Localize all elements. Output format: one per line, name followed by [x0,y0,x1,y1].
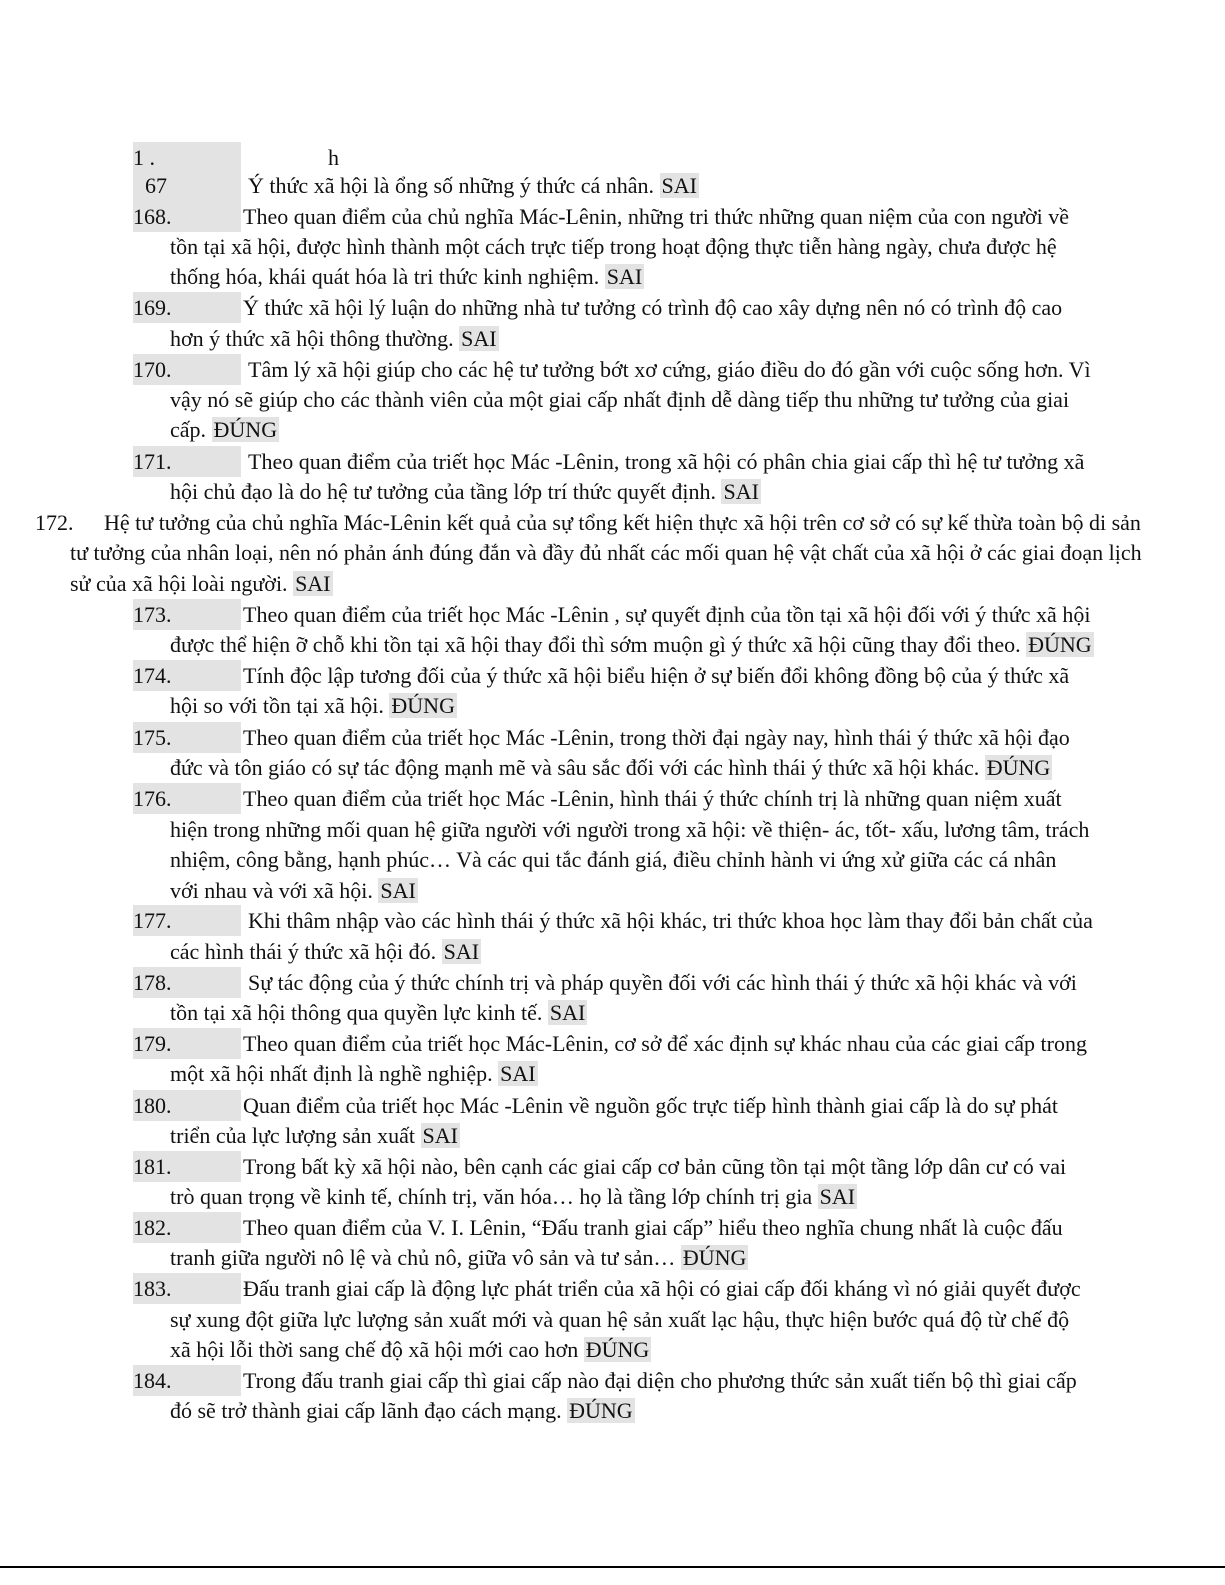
item-text: Theo quan điểm của V. I. Lênin, “Đấu tranh giai cấp” hiểu theo nghĩa chung nhất là cuộc đấu [243,1215,1063,1240]
item-text: với nhau và với xã hội. SAI [170,878,416,903]
item-text: vậy nó sẽ giúp cho các thành viên của một giai cấp nhất định dễ dàng tiếp thu những tư tưởng của giai [170,387,1070,412]
item-text: nhiệm, công bằng, hạnh phúc… Và các qui tắc đánh giá, điều chỉnh hành vi ứng xử giữa các cá nhân [170,847,1057,872]
answer-badge: SAI [461,326,497,351]
answer-badge: SAI [500,1061,536,1086]
item-text: sự xung đột giữa lực lượng sản xuất mới và quan hệ sản xuất lạc hậu, thực hiện bước quá độ từ chế độ [170,1307,1070,1332]
item-text: Đấu tranh giai cấp là động lực phát triển của xã hội có giai cấp đối kháng vì nó giải quyết được [243,1276,1081,1301]
item-text: Theo quan điểm của triết học Mác -Lênin, hình thái ý thức chính trị là những quan niệm xuất [243,786,1062,811]
item-number: 178. [133,967,241,998]
item-text: Theo quan điểm của triết học Mác -Lênin, trong thời đại ngày nay, hình thái ý thức xã hội đạo [243,725,1070,750]
item-number: 174. [133,660,241,691]
item-text: đức và tôn giáo có sự tác động mạnh mẽ và sâu sắc đối với các hình thái ý thức xã hội khác. ĐÚNG [170,755,1051,780]
item-number: 172. [35,510,74,535]
item-number: 181. [133,1151,241,1182]
item-text: tồn tại xã hội, được hình thành một cách trực tiếp trong hoạt động thực tiễn hàng ngày, chưa được hệ [170,234,1057,259]
item-text: một xã hội nhất định là nghề nghiệp. SAI [170,1061,536,1086]
item-number: 179. [133,1028,241,1059]
item-text: Theo quan điểm của triết học Mác-Lênin, cơ sở để xác định sự khác nhau của các giai cấp trong [243,1031,1087,1056]
answer-badge: SAI [443,939,480,964]
item-number: 184. [133,1365,241,1396]
answer-badge: ĐÚNG [569,1398,633,1423]
answer-badge: ĐÚNG [682,1245,747,1270]
item-text: Trong đấu tranh giai cấp thì giai cấp nào đại diện cho phương thức sản xuất tiến bộ thì giai cấp [243,1368,1077,1393]
answer-badge: SAI [422,1123,458,1148]
answer-badge: ĐÚNG [986,755,1051,780]
answer-badge: ĐÚNG [391,693,455,718]
bottom-rule [0,1566,1225,1568]
item-number: 169. [133,292,241,323]
item-text: xã hội lỗi thời sang chế độ xã hội mới cao hơn ĐÚNG [170,1337,650,1362]
item-text: Hệ tư tưởng của chủ nghĩa Mác-Lênin kết quả của sự tổng kết hiện thực xã hội trên cơ sở có sự kế thừa toàn bộ di sản [104,510,1141,535]
item-number: 170. [133,354,241,385]
answer-badge: SAI [549,1000,586,1025]
item-text: Quan điểm của triết học Mác -Lênin về nguồn gốc trực tiếp hình thành giai cấp là do sự phát [243,1093,1058,1118]
item-text: thống hóa, khái quát hóa là tri thức kinh nghiệm. SAI [170,264,643,289]
item-text: hiện trong những mối quan hệ giữa người với người trong xã hội: về thiện- ác, tốt- xấu, lương tâm, trách [170,817,1090,842]
header-fragment-number: 1 . [133,142,241,173]
answer-badge: ĐÚNG [213,417,278,442]
answer-badge: SAI [723,479,759,504]
item-text: Tâm lý xã hội giúp cho các hệ tư tưởng bớt xơ cứng, giáo điều do đó gần với cuộc sống hơn. Vì [248,357,1091,382]
item-text: Sự tác động của ý thức chính trị và pháp quyền đối với các hình thái ý thức xã hội khác và với [248,970,1077,995]
item-text: hội so với tồn tại xã hội. ĐÚNG [170,693,455,718]
item-text: sử của xã hội loài người. SAI [70,571,331,596]
item-text: tồn tại xã hội thông qua quyền lực kinh tế. SAI [170,1000,586,1025]
item-text: đó sẽ trở thành giai cấp lãnh đạo cách mạng. ĐÚNG [170,1398,633,1423]
item-text: Theo quan điểm của triết học Mác -Lênin, trong xã hội có phân chia giai cấp thì hệ tư tưởng xã [248,449,1085,474]
item-number: 182. [133,1212,241,1243]
item-text: Trong bất kỳ xã hội nào, bên cạnh các giai cấp cơ bản cũng tồn tại một tầng lớp dân cư có vai [243,1154,1067,1179]
item-text: Khi thâm nhập vào các hình thái ý thức xã hội khác, tri thức khoa học làm thay đổi bản chất của [248,908,1093,933]
item-text: Ý thức xã hội lý luận do những nhà tư tưởng có trình độ cao xây dựng nên nó có trình độ cao [243,295,1063,320]
item-text: được thể hiện ỡ chỗ khi tồn tại xã hội thay đổi thì sớm muộn gì ý thức xã hội cũng thay đổi theo. ĐÚNG [170,632,1092,657]
item-number: 175. [133,722,241,753]
answer-badge: SAI [819,1184,856,1209]
item-text: Theo quan điểm của triết học Mác -Lênin , sự quyết định của tồn tại xã hội đối với ý thức xã hội [243,602,1091,627]
item-text: hơn ý thức xã hội thông thường. SAI [170,326,497,351]
item-number: 180. [133,1090,241,1121]
item-text: cấp. ĐÚNG [170,417,278,442]
item-number: 171. [133,446,241,477]
answer-badge: SAI [380,878,416,903]
item-text: tranh giữa người nô lệ và chủ nô, giữa vô sản và tư sản… ĐÚNG [170,1245,747,1270]
answer-badge: ĐÚNG [585,1337,650,1362]
header-fragment-letter: h [328,145,339,170]
item-text: Theo quan điểm của chủ nghĩa Mác-Lênin, những tri thức những quan niệm của con người về [243,204,1070,229]
item-number: 67 [133,170,241,201]
answer-badge: ĐÚNG [1028,632,1092,657]
item-number: 173. [133,599,241,630]
item-text: Ý thức xã hội là ổng số những ý thức cá nhân. SAI [248,173,697,198]
item-text: triển của lực lượng sản xuất SAI [170,1123,458,1148]
item-text: các hình thái ý thức xã hội đó. SAI [170,939,480,964]
item-text: Tính độc lập tương đối của ý thức xã hội biểu hiện ở sự biến đổi không đồng bộ của ý thức xã [243,663,1070,688]
item-number: 177. [133,905,241,936]
item-text: trò quan trọng về kinh tế, chính trị, văn hóa… họ là tầng lớp chính trị gia SAI [170,1184,856,1209]
item-text: tư tưởng của nhân loại, nên nó phản ánh đúng đắn và đầy đủ nhất các mối quan hệ vật chất của xã hội ở các giai đoạn lịch [70,540,1142,565]
answer-badge: SAI [606,264,643,289]
item-number: 168. [133,201,241,232]
item-number: 176. [133,783,241,814]
answer-badge: SAI [661,173,697,198]
answer-badge: SAI [295,571,331,596]
item-number: 183. [133,1273,241,1304]
item-text: hội chủ đạo là do hệ tư tưởng của tầng lớp trí thức quyết định. SAI [170,479,759,504]
